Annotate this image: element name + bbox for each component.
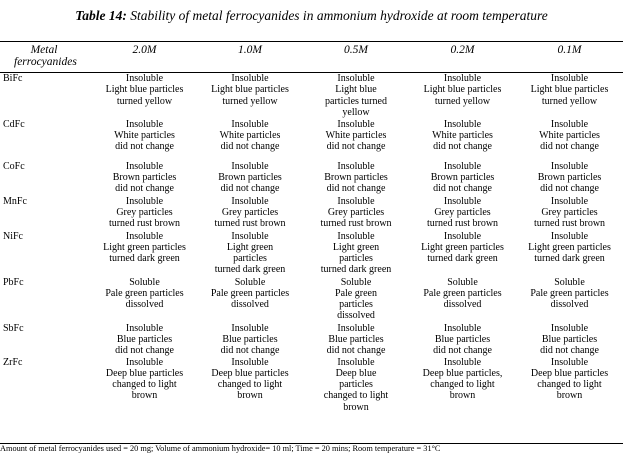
result-cell-line: Deep blue particles	[105, 367, 184, 379]
result-cell	[409, 161, 516, 196]
result-cell-line: did not change	[326, 345, 386, 357]
result-cell	[92, 161, 197, 196]
result-cell	[409, 73, 516, 119]
result-cell-line: Grey particles	[116, 206, 173, 218]
column-header-metal	[0, 42, 92, 73]
result-cell-line: turned dark green	[427, 253, 498, 265]
result-cell	[516, 231, 623, 277]
result-cell-line: Blue particles	[541, 333, 598, 345]
result-cell	[409, 119, 516, 161]
result-cell-line: Light green	[226, 241, 274, 253]
result-cell	[516, 119, 623, 161]
result-cell-line: Soluble	[447, 276, 478, 288]
result-cell-line: changed to light	[537, 379, 602, 391]
metal-name-cell: SbFc	[3, 322, 24, 334]
metal-name-cell: ZrFc	[3, 356, 23, 368]
result-cell-line: did not change	[326, 141, 386, 153]
result-cell-line: Insoluble	[125, 230, 164, 242]
result-cell-line: Insoluble	[337, 322, 375, 334]
result-cell-line: Insoluble	[337, 73, 375, 84]
result-cell-line: particles	[339, 379, 373, 391]
result-cell-line: changed to light	[430, 379, 495, 391]
result-cell-line: Insoluble	[231, 73, 269, 84]
result-cell-line: brown	[343, 401, 369, 413]
result-cell-line: Insoluble	[125, 118, 164, 130]
result-cell	[303, 73, 409, 119]
result-cell-line: did not change	[540, 345, 599, 357]
result-cell-line: Pale green particles	[530, 287, 609, 299]
result-cell	[197, 231, 303, 277]
result-cell-line: White particles	[539, 129, 600, 141]
table-row	[0, 161, 623, 196]
result-cell-line: Insoluble	[125, 195, 164, 207]
result-cell	[197, 73, 303, 119]
result-cell-line: Light blue particles	[211, 84, 289, 96]
table-title	[0, 7, 623, 25]
result-cell-line: turned rust brown	[214, 218, 286, 230]
result-cell-line: yellow	[342, 106, 370, 118]
result-cell	[516, 73, 623, 119]
table-row	[0, 231, 623, 277]
result-cell-line: Deep blue particles,	[422, 367, 503, 379]
result-cell-line: Insoluble	[550, 195, 589, 207]
result-cell	[197, 161, 303, 196]
result-cell-line: did not change	[433, 345, 492, 357]
result-cell-line: did not change	[220, 345, 280, 357]
result-cell	[92, 277, 197, 323]
result-cell-line: Insoluble	[231, 356, 269, 368]
result-cell-line: Light green	[332, 241, 380, 253]
result-cell-line: dissolved	[550, 299, 589, 311]
result-cell-line: turned dark green	[320, 264, 392, 276]
result-cell-line: Insoluble	[443, 322, 482, 334]
metal-name-cell: CdFc	[3, 118, 25, 130]
result-cell	[303, 231, 409, 277]
result-cell	[516, 196, 623, 231]
result-cell	[303, 357, 409, 415]
result-cell-line: turned rust brown	[426, 218, 499, 230]
result-cell-line: Brown particles	[537, 171, 602, 183]
result-cell-line: Blue particles	[328, 333, 384, 345]
result-cell-line: did not change	[115, 345, 174, 357]
result-cell-line: Insoluble	[231, 230, 269, 242]
result-cell	[92, 196, 197, 231]
result-cell-line: Insoluble	[443, 73, 482, 84]
result-cell-line: Pale green	[335, 287, 377, 299]
result-cell-line: Blue particles	[222, 333, 278, 345]
result-cell	[197, 119, 303, 161]
result-cell	[197, 357, 303, 415]
result-cell-line: Brown particles	[324, 171, 388, 183]
result-cell	[92, 119, 197, 161]
result-cell	[516, 357, 623, 415]
result-cell-line: changed to light	[323, 390, 389, 402]
column-header-1.0M: 1.0M	[197, 42, 303, 73]
result-cell-line: changed to light	[217, 379, 283, 391]
result-cell-line: Insoluble	[443, 195, 482, 207]
table-row	[0, 196, 623, 231]
result-cell	[197, 323, 303, 357]
result-cell-line: Grey particles	[221, 206, 279, 218]
result-cell-line: Brown particles	[218, 171, 282, 183]
result-cell-line: Light green particles	[421, 241, 504, 253]
result-cell-line: did not change	[115, 183, 174, 195]
result-cell	[303, 161, 409, 196]
table-row	[0, 119, 623, 161]
result-cell-line: brown	[449, 390, 476, 402]
table-title-text: Stability of metal ferrocyanides in ammonium hydroxide at room temperature	[130, 8, 548, 23]
result-cell-line: Brown particles	[430, 171, 495, 183]
result-cell	[409, 196, 516, 231]
table-row	[0, 277, 623, 323]
result-cell-line: turned yellow	[541, 95, 598, 107]
result-cell-line: Insoluble	[443, 230, 482, 242]
result-cell	[409, 277, 516, 323]
result-cell-line: Insoluble	[125, 356, 164, 368]
table-row	[0, 357, 623, 415]
result-cell	[92, 73, 197, 119]
result-cell-line: White particles	[432, 129, 493, 141]
metal-name-cell: PbFc	[3, 276, 24, 288]
result-cell-line: Grey particles	[434, 206, 491, 218]
result-cell	[409, 357, 516, 415]
stability-table	[0, 41, 623, 415]
result-cell-line: Insoluble	[337, 195, 375, 207]
result-cell	[92, 323, 197, 357]
result-cell-line: Brown particles	[112, 171, 177, 183]
metal-name-cell: MnFc	[3, 195, 27, 207]
result-cell	[92, 357, 197, 415]
result-cell-line: Insoluble	[337, 118, 375, 130]
result-cell-line: White particles	[325, 129, 387, 141]
result-cell-line: particles	[339, 299, 373, 311]
result-cell-line: did not change	[433, 183, 492, 195]
result-cell-line: turned yellow	[222, 95, 278, 107]
result-cell-line: did not change	[115, 141, 174, 153]
result-cell	[409, 323, 516, 357]
result-cell-line: changed to light	[112, 379, 177, 391]
table-row	[0, 73, 623, 119]
result-cell-line: Light blue particles	[423, 84, 502, 96]
result-cell-line: particles turned	[325, 95, 387, 107]
column-header-0.2M: 0.2M	[409, 42, 516, 73]
result-cell	[303, 196, 409, 231]
result-cell-line: White particles	[219, 129, 281, 141]
result-cell-line: Soluble	[554, 276, 585, 288]
result-cell-line: brown	[131, 390, 158, 402]
result-cell	[516, 161, 623, 196]
result-cell-line: turned rust brown	[533, 218, 606, 230]
result-cell-line: Insoluble	[337, 356, 375, 368]
result-cell-line: Insoluble	[550, 230, 589, 242]
result-cell-line: turned dark green	[214, 264, 286, 276]
result-cell-line: turned rust brown	[108, 218, 181, 230]
result-cell-line: dissolved	[231, 299, 269, 311]
result-cell	[303, 323, 409, 357]
result-cell	[303, 277, 409, 323]
result-cell-line: Light blue particles	[530, 84, 609, 96]
result-cell-line: brown	[556, 390, 583, 402]
result-cell	[92, 231, 197, 277]
result-cell	[409, 231, 516, 277]
result-cell-line: dissolved	[443, 299, 482, 311]
result-cell	[516, 323, 623, 357]
result-cell-line: did not change	[220, 183, 280, 195]
result-cell-line: Deep blue particles	[211, 367, 289, 379]
result-cell-line: Pale green particles	[423, 287, 502, 299]
result-cell-line: did not change	[540, 183, 599, 195]
result-cell-line: Insoluble	[125, 73, 164, 84]
result-cell-line: Insoluble	[125, 322, 164, 334]
result-cell-line: turned dark green	[534, 253, 605, 265]
result-cell-line: Deep blue particles	[530, 367, 609, 379]
result-cell-line: dissolved	[337, 310, 375, 322]
result-cell-line: did not change	[326, 183, 386, 195]
result-cell-line: brown	[237, 390, 263, 402]
metal-name-cell: NiFc	[3, 230, 23, 242]
result-cell-line: did not change	[540, 141, 599, 153]
column-header-metal-label: Metal ferrocyanides	[14, 44, 77, 68]
column-header-0.1M: 0.1M	[516, 42, 623, 73]
result-cell-line: did not change	[433, 141, 492, 153]
column-header-0.5M: 0.5M	[303, 42, 409, 73]
result-cell-line: Insoluble	[550, 160, 589, 172]
result-cell-line: turned yellow	[434, 95, 491, 107]
result-cell-line: Blue particles	[434, 333, 491, 345]
table-footnote: Amount of metal ferrocyanides used = 20 mg; Volume of ammonium hydroxide= 10 ml; Time = 20 mins; Room temperature = 31°C	[0, 443, 623, 455]
result-cell-line: Insoluble	[550, 356, 589, 368]
result-cell-line: Pale green particles	[105, 287, 184, 299]
result-cell	[516, 277, 623, 323]
result-cell-line: Insoluble	[231, 118, 269, 130]
result-cell-line: Insoluble	[550, 118, 589, 130]
metal-name-cell: CoFc	[3, 160, 25, 172]
result-cell	[197, 196, 303, 231]
result-cell-line: Light green particles	[103, 241, 186, 253]
header-row	[0, 42, 623, 73]
result-cell-line: Soluble	[340, 276, 372, 288]
column-header-2.0M: 2.0M	[92, 42, 197, 73]
result-cell	[197, 277, 303, 323]
result-cell-line: particles	[339, 253, 373, 265]
result-cell-line: Soluble	[129, 276, 160, 288]
result-cell-line: Insoluble	[550, 322, 589, 334]
result-cell-line: Insoluble	[125, 160, 164, 172]
result-cell-line: Insoluble	[337, 160, 375, 172]
table-title-label: Table 14:	[75, 8, 127, 23]
result-cell-line: Soluble	[234, 276, 266, 288]
result-cell-line: turned yellow	[116, 95, 173, 107]
result-cell-line: Pale green particles	[210, 287, 290, 299]
result-cell-line: Insoluble	[231, 195, 269, 207]
result-cell-line: Insoluble	[231, 322, 269, 334]
result-cell-line: did not change	[220, 141, 280, 153]
result-cell-line: Insoluble	[550, 73, 589, 84]
result-cell-line: Grey particles	[327, 206, 385, 218]
result-cell-line: Insoluble	[443, 160, 482, 172]
result-cell-line: Insoluble	[231, 160, 269, 172]
result-cell-line: Insoluble	[443, 118, 482, 130]
result-cell-line: turned rust brown	[320, 218, 392, 230]
result-cell-line: Light green particles	[528, 241, 611, 253]
result-cell-line: dissolved	[125, 299, 164, 311]
table-body	[0, 73, 623, 415]
table-row	[0, 323, 623, 357]
result-cell-line: Light blue particles	[105, 84, 184, 96]
result-cell-line: White particles	[114, 129, 175, 141]
result-cell-line: Blue particles	[116, 333, 173, 345]
result-cell-line: Light blue	[335, 84, 377, 96]
result-cell-line: Deep blue	[335, 367, 377, 379]
result-cell-line: Grey particles	[541, 206, 598, 218]
result-cell-line: Insoluble	[443, 356, 482, 368]
result-cell-line: particles	[233, 253, 267, 265]
result-cell	[303, 119, 409, 161]
result-cell-line: Insoluble	[337, 230, 375, 242]
result-cell-line: turned dark green	[109, 253, 180, 265]
metal-name-cell: BiFc	[3, 73, 23, 84]
